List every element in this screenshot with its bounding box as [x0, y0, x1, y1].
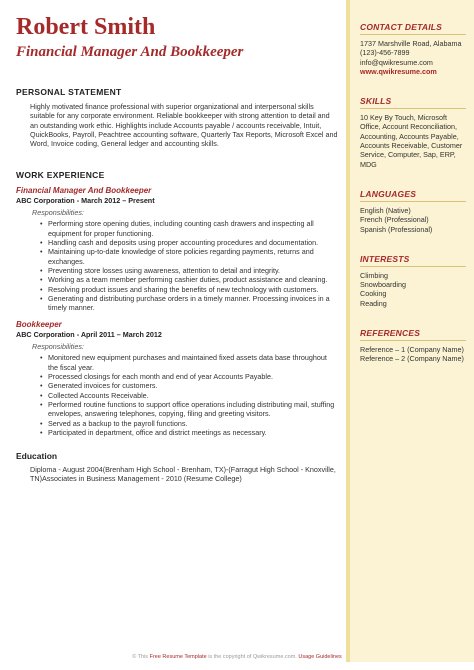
- education-heading: Education: [16, 451, 58, 462]
- interests-heading: INTERESTS: [360, 254, 466, 267]
- job-entry: [16, 320, 338, 437]
- personal-statement-text: Highly motivated finance professional with superior organizational and interpersonal skills suitable for any corporate environment. Reliable bookkeeper with strong attention to detail and an outstanding work ethic. Highlights include Accounts payable / accounts receivable, Intuit, QuickBooks, Payroll, Peachtree accounting software, Quarterly Tax Reports, Microsoft Excel and Word, Invoice coding, General ledger and accounting skills.: [30, 102, 338, 149]
- job-meta: ABC Corporation - April 2011 – March 2012: [16, 330, 162, 340]
- responsibility-item: • Preventing store losses using awareness, attention to detail and integrity.: [40, 266, 338, 275]
- candidate-name: Robert Smith: [16, 14, 156, 40]
- interest-item: Snowboarding: [360, 280, 406, 290]
- languages-list: [360, 206, 466, 234]
- language-item: French (Professional): [360, 215, 429, 225]
- responsibility-item: • Handling cash and deposits using proper accounting procedures and documentation.: [40, 238, 338, 247]
- responsibility-item: • Participated in department, office and district meetings as necessary.: [40, 428, 338, 437]
- resume-main: [16, 14, 338, 484]
- job-title: Financial Manager And Bookkeeper: [16, 186, 152, 196]
- language-item: Spanish (Professional): [360, 224, 433, 234]
- references-heading: REFERENCES: [360, 328, 466, 341]
- contact-phone: (123)-456-7899: [360, 48, 410, 58]
- usage-guidelines-link[interactable]: Usage Guidelines: [298, 654, 342, 660]
- languages-heading: LANGUAGES: [360, 189, 466, 202]
- responsibilities-list: [16, 353, 338, 437]
- education-text: Diploma - August 2004(Brenham High School - Brenham, TX)-(Farragut High School - Knoxville, TN)Associates in Business Management - 2010 (Resume College): [30, 465, 336, 484]
- responsibility-item: • Working as a team member performing cashier duties, product assistance and cleaning.: [40, 275, 338, 284]
- job-title: Bookkeeper: [16, 320, 62, 330]
- interest-item: Cooking: [360, 289, 387, 299]
- responsibility-item: • Generating and distributing purchase orders in a timely manner. Processing invoices in a timely manner.: [40, 294, 338, 313]
- interest-item: Climbing: [360, 270, 388, 280]
- responsibility-item: • Maintaining up-to-date knowledge of store policies regarding payments, returns and exchanges.: [40, 247, 338, 266]
- website-link[interactable]: www.qwikresume.com: [360, 66, 437, 76]
- language-item: English (Native): [360, 205, 411, 215]
- contact-address: 1737 Marshville Road, Alabama: [360, 39, 462, 48]
- copyright-footer: [0, 654, 474, 660]
- skills-text: 10 Key By Touch, Microsoft Office, Account Reconciliation, Accounting, Accounts Payable, Accounts Receivable, Customer Service, Computer, Sap, ERP, MDG: [360, 113, 463, 169]
- references-list: [360, 345, 466, 364]
- contact-details: [360, 39, 466, 76]
- responsibility-item: • Generated invoices for customers.: [40, 381, 338, 390]
- responsibility-item: • Processed closings for each month and end of year Accounts Payable.: [40, 372, 338, 381]
- footer-middle: is the copyright of Qwikresume.com.: [208, 654, 297, 660]
- footer-prefix: © This: [132, 654, 149, 660]
- interest-item: Reading: [360, 298, 387, 308]
- responsibility-item: • Collected Accounts Receivable.: [40, 391, 338, 400]
- free-resume-template-link[interactable]: Free Resume Template: [149, 654, 207, 660]
- responsibility-item: • Served as a backup to the payroll functions.: [40, 419, 338, 428]
- responsibilities-label: Responsibilities:: [32, 342, 84, 352]
- responsibility-item: • Resolving product issues and sharing the benefits of new technology with customers.: [40, 285, 338, 294]
- reference-item: Reference – 2 (Company Name): [360, 354, 464, 364]
- personal-statement-heading: PERSONAL STATEMENT: [16, 87, 122, 97]
- skills-heading: SKILLS: [360, 96, 466, 109]
- reference-item: Reference – 1 (Company Name): [360, 345, 464, 355]
- contact-heading: CONTACT DETAILS: [360, 22, 466, 35]
- candidate-title: Financial Manager And Bookkeeper: [16, 44, 244, 60]
- responsibilities-label: Responsibilities:: [32, 208, 84, 218]
- interests-list: [360, 271, 466, 308]
- job-meta: ABC Corporation - March 2012 – Present: [16, 196, 155, 206]
- responsibility-item: • Performed routine functions to support office operations including distributing mail, stuffing envelopes, answering telephones, copying, filing and greeting visitors.: [40, 400, 338, 419]
- contact-email[interactable]: info@qwikresume.com: [360, 57, 433, 67]
- responsibility-item: • Performing store opening duties, including counting cash drawers and inspecting all equipment for proper functioning.: [40, 219, 338, 238]
- resume-sidebar: [346, 0, 474, 662]
- work-experience-heading: WORK EXPERIENCE: [16, 170, 105, 181]
- job-entry: [16, 186, 338, 312]
- responsibilities-list: [16, 219, 338, 312]
- responsibility-item: • Monitored new equipment purchases and maintained fixed assets data base throughout the fiscal year.: [40, 353, 338, 372]
